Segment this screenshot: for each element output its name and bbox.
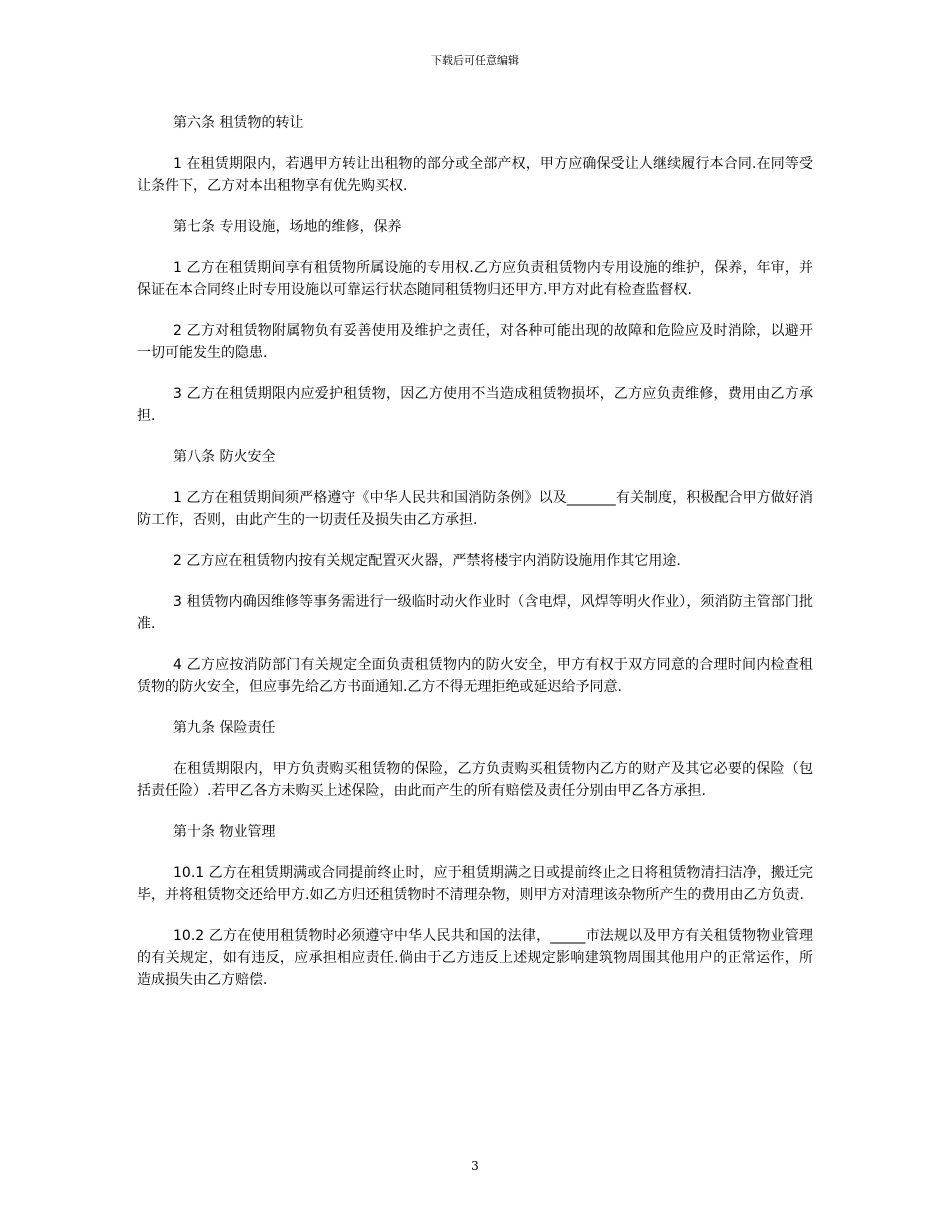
article-8-clause-1: 1 乙方在租赁期间须严格遵守《中华人民共和国消防条例》以及_______有关制度，积极配合甲方做好消防工作，否则，由此产生的一切责任及损失由乙方承担. [137, 490, 813, 528]
article-7-clause-3: 3 乙方在租赁期限内应爱护租赁物，因乙方使用不当造成租赁物损坏，乙方应负责维修，费用由乙方承担. [137, 386, 813, 424]
article-6-heading: 第六条 租赁物的转让 [173, 115, 304, 131]
article-6-clause-1: 1 在租赁期限内，若遇甲方转让出租物的部分或全部产权，甲方应确保受让人继续履行本合同.在同等受让条件下，乙方对本出租物享有优先购买权. [137, 156, 813, 194]
article-8-clause-3: 3 租赁物内确因维修等事务需进行一级临时动火作业时（含电焊，风焊等明火作业），须消防主管部门批准. [137, 594, 813, 632]
article-8-clause-4: 4 乙方应按消防部门有关规定全面负责租赁物内的防火安全，甲方有权于双方同意的合理时间内检查租赁物的防火安全，但应事先给乙方书面通知.乙方不得无理拒绝或延迟给予同意. [137, 657, 813, 695]
article-8-clause-2: 2 乙方应在租赁物内按有关规定配置灭火器，严禁将楼宇内消防设施用作其它用途. [173, 553, 681, 569]
article-7-clause-2: 2 乙方对租赁物附属物负有妥善使用及维护之责任，对各种可能出现的故障和危险应及时消除，以避开一切可能发生的隐患. [137, 323, 813, 361]
document-body [137, 112, 813, 1010]
page-header: 下载后可任意编辑 [431, 54, 519, 67]
article-9-clause-1: 在租赁期限内，甲方负责购买租赁物的保险，乙方负责购买租赁物内乙方的财产及其它必要的保险（包括责任险）.若甲乙各方未购买上述保险，由此而产生的所有赔偿及责任分别由甲乙各方承担. [137, 761, 813, 799]
article-9-heading: 第九条 保险责任 [173, 720, 276, 736]
page-number: 3 [471, 1159, 479, 1173]
article-7-clause-1: 1 乙方在租赁期间享有租赁物所属设施的专用权.乙方应负责租赁物内专用设施的维护，保养，年审，并保证在本合同终止时专用设施以可靠运行状态随同租赁物归还甲方.甲方对此有检查监督权. [137, 260, 813, 298]
article-8-heading: 第八条 防火安全 [173, 449, 276, 465]
article-7-heading: 第七条 专用设施，场地的维修，保养 [173, 219, 402, 235]
article-10-heading: 第十条 物业管理 [173, 824, 276, 840]
article-10-clause-2: 10.2 乙方在使用租赁物时必须遵守中华人民共和国的法律，_____市法规以及甲方有关租赁物物业管理的有关规定，如有违反，应承担相应责任.倘由于乙方违反上述规定影响建筑物周围其他用户的正常运作，所造成损失由乙方赔偿. [137, 928, 813, 988]
article-10-clause-1: 10.1 乙方在租赁期满或合同提前终止时，应于租赁期满之日或提前终止之日将租赁物清扫洁净，搬迁完毕，并将租赁物交还给甲方.如乙方归还租赁物时不清理杂物，则甲方对清理该杂物所产生的费用由乙方负责. [137, 865, 813, 903]
